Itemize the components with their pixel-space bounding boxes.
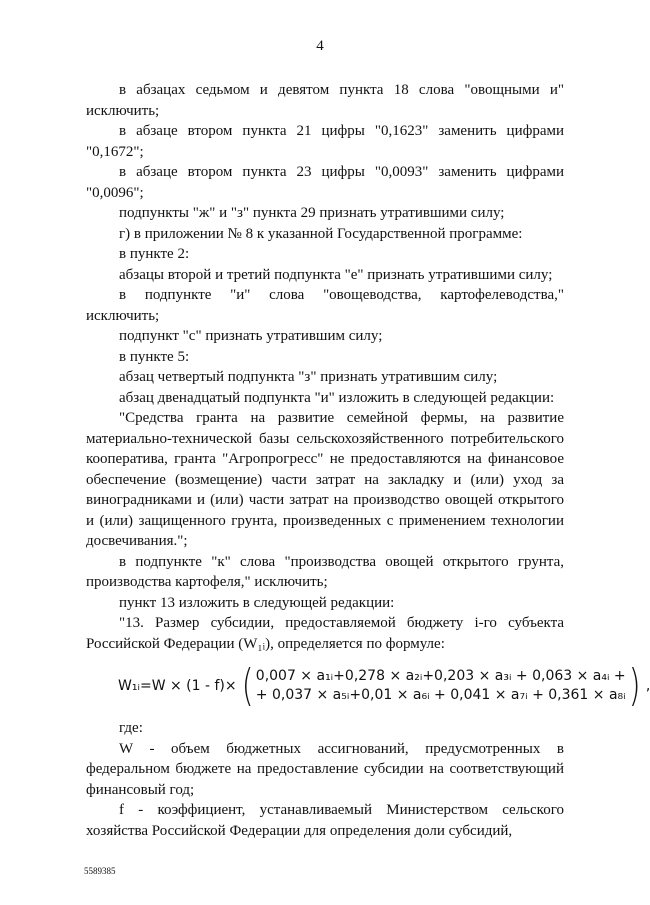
- paragraph: абзацы второй и третий подпункта "е" признать утратившими силу;: [119, 266, 553, 283]
- paragraph: "Средства гранта на развитие семейной фермы, на развитие материально-технической базы сельскохозяйственного потребительского кооператива, гранта "Агропрогресс" не предоставляются на финансовое обеспечение (возмещение) части затрат на закладку и (или) уход за виноградниками и (или) части затрат на производство овощей открытого и (или) защищенного грунта, произведенных с применением технологии досвечивания.";: [86, 410, 564, 549]
- paragraph: подпункт "с" признать утратившим силу;: [119, 328, 383, 344]
- open-paren: (: [241, 660, 254, 711]
- paragraph: г) в приложении № 8 к указанной Государственной программе:: [119, 225, 523, 242]
- page-number: 4: [316, 38, 324, 54]
- paragraph: абзац четвертый подпункта "з" признать утратившим силу;: [119, 369, 498, 385]
- paragraph: "13. Размер субсидии, предоставляемой бюджету i-го субъекта Российской Федерации (W₁ᵢ), определяется по формуле:: [86, 615, 564, 652]
- formula-trail: ,: [645, 677, 650, 694]
- paragraph: в пункте 5:: [119, 348, 190, 365]
- document-body: [86, 80, 650, 841]
- close-paren: ): [628, 660, 641, 711]
- paragraph: в абзацах седьмом и девятом пункта 18 слова "овощными и" исключить;: [86, 82, 564, 119]
- paragraph: пункт 13 изложить в следующей редакции:: [119, 594, 395, 611]
- paragraph: в подпункте "к" слова "производства овощей открытого грунта, производства картофеля," исключить;: [86, 553, 564, 590]
- paragraph: в абзаце втором пункта 23 цифры "0,0093" заменить цифрами "0,0096";: [86, 164, 564, 201]
- paragraph: в абзаце втором пункта 21 цифры "0,1623" заменить цифрами "0,1672";: [86, 123, 564, 160]
- where-label: где:: [119, 720, 143, 736]
- formula-line-1: 0,007 × a₁ᵢ+0,278 × a₂ᵢ+0,203 × a₃ᵢ + 0,063 × a₄ᵢ +: [255, 668, 626, 684]
- document-code: 5589385: [84, 866, 116, 876]
- paragraph: подпункты "ж" и "з" пункта 29 признать утратившими силу;: [119, 205, 505, 221]
- paragraph: абзац двенадцатый подпункта "и" изложить в следующей редакции:: [119, 389, 555, 406]
- formula-lead: W₁ᵢ=W × (1 - f)×: [118, 677, 237, 694]
- paragraph: в подпункте "и" слова "овощеводства, картофелеводства," исключить;: [86, 287, 564, 324]
- formula-lines: [256, 667, 626, 705]
- definition-w: W - объем бюджетных ассигнований, предусмотренных в федеральном бюджете на предоставление субсидии на соответствующий финансовый год;: [86, 740, 564, 798]
- formula-line-2: + 0,037 × a₅ᵢ+0,01 × a₆ᵢ + 0,041 × a₇ᵢ + 0,361 × a₈ᵢ: [255, 687, 626, 703]
- subsidy-formula: [118, 660, 650, 711]
- paragraph: в пункте 2:: [119, 246, 190, 262]
- definition-f: f - коэффициент, устанавливаемый Министерством сельского хозяйства Российской Федерации для определения доли субсидий,: [86, 802, 564, 839]
